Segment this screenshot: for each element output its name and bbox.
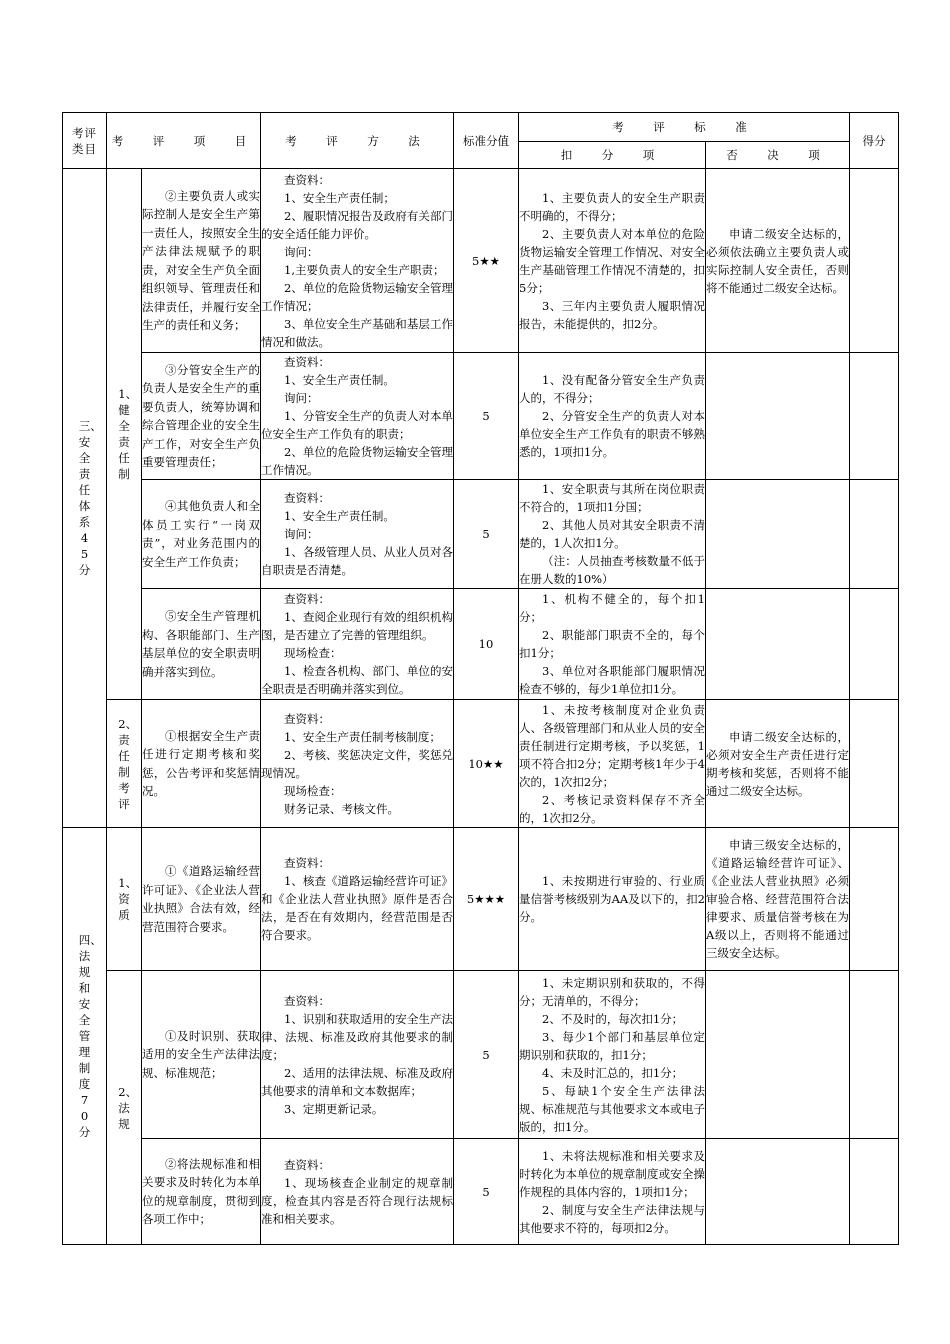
method-cell — [261, 169, 454, 353]
gained-cell — [850, 828, 899, 971]
score-cell: 5 — [454, 971, 519, 1139]
subgroup-label: 1、健全责任制 — [107, 169, 142, 700]
text-line: 2、分管安全生产的负责人对本单位安全生产工作负有的职责不够熟悉的，1项扣1分。 — [519, 409, 705, 459]
header-veto: 否 决 项 — [706, 142, 850, 169]
text-line: 2、单位的危险货物运输安全管理工作情况。 — [261, 445, 453, 477]
text-line: 3、每少1个部门和基层单位定期识别和获取的，扣1分； — [519, 1029, 705, 1062]
method-cell — [261, 971, 454, 1139]
gained-cell — [850, 169, 899, 353]
header-standard: 考 评 标 准 — [519, 113, 850, 142]
text-line: 1、安全职责与其所在岗位职责不符合的，1项扣1分国； — [519, 482, 705, 514]
text-line: 2、考核、奖惩决定文件，奖惩兑现情况。 — [261, 747, 453, 780]
score-cell: 5 — [454, 353, 519, 480]
text-line: 2、履职情况报告及政府有关部门的安全适任能力评价。 — [261, 208, 453, 241]
table-row — [63, 353, 899, 480]
text-line: 1、未按考核制度对企业负责人、各级管理部门和从业人员的安全责任制进行定期考核，予以奖惩，1项不符合扣2分；定期考核1年少于4次的，1次扣2分； — [519, 702, 705, 789]
deduct-cell — [519, 1139, 706, 1245]
text-line: 1、未按期进行审验的、行业质量信誉考核级别为AA及以下的，扣2分。 — [519, 874, 705, 924]
text-line: 询问： — [284, 527, 319, 541]
subgroup-label: 2、责任制考评 — [107, 700, 142, 828]
text-line: 2、单位的危险货物运输安全管理工作情况； — [261, 280, 453, 313]
deduct-cell — [519, 169, 706, 353]
text-line: 3、三年内主要负责人履职情况报告，未能提供的，扣2分。 — [519, 298, 705, 331]
text-line: 1、查阅企业现行有效的组织机构图，是否建立了完善的管理组织。 — [261, 610, 453, 642]
text-line: 1、主要负责人的安全生产职责不明确的，不得分； — [519, 190, 705, 223]
text-line: 1、未定期识别和获取的，不得分；无清单的，不得分； — [519, 975, 705, 1008]
text-line: 3、定期更新记录。 — [284, 1101, 384, 1116]
text-line: 1、检查各机构、部门、单位的安全职责是否明确并落实到位。 — [261, 664, 453, 696]
text-line: 现场检查： — [284, 783, 342, 798]
gained-cell — [850, 1139, 899, 1245]
text-line: 5、每缺1个安全生产法律法规、标准规范与其他要求文本或电子版的，扣1分。 — [519, 1083, 705, 1134]
method-cell — [261, 353, 454, 480]
veto-cell — [706, 971, 850, 1139]
veto-cell — [706, 589, 850, 700]
header-gained: 得分 — [850, 113, 899, 169]
text-line: 2、其他人员对其安全职责不清楚的，1人次扣1分。 — [519, 518, 705, 550]
header-category: 考评类目 — [63, 113, 107, 169]
deduct-cell — [519, 828, 706, 971]
item-cell: ①《道路运输经营许可证》、《企业法人营业执照》合法有效，经营范围符合要求。 — [142, 828, 261, 971]
text-line: （注：人员抽查考核数量不低于在册人数的10%） — [519, 554, 705, 586]
gained-cell — [850, 480, 899, 589]
score-cell: 5 — [454, 480, 519, 589]
veto-cell — [706, 480, 850, 589]
table-row — [63, 480, 899, 589]
method-cell — [261, 589, 454, 700]
veto-cell — [706, 353, 850, 480]
text-line: 查资料： — [284, 711, 330, 726]
item-cell: ③分管安全生产的负责人是安全生产的重要负责人，统筹协调和综合管理企业的安全生产工作，对安全生产负重要管理责任； — [142, 353, 261, 480]
header-score: 标准分值 — [454, 113, 519, 169]
text-line: 1、现场核查企业制定的规章制度，检查其内容是否符合现行法规标准和相关要求。 — [261, 1175, 453, 1226]
text-line: 3、单位安全生产基础和基层工作情况和做法。 — [261, 316, 453, 349]
subgroup-label: 1、资质 — [107, 828, 142, 971]
item-cell: ②将法规标准和相关要求及时转化为本单位的规章制度，贯彻到各项工作中； — [142, 1139, 261, 1245]
text-line: 1、各级管理人员、从业人员对各自职责是否清楚。 — [261, 545, 453, 577]
table-row — [63, 828, 899, 971]
deduct-cell — [519, 971, 706, 1139]
text-line: 1、分管安全生产的负责人对本单位安全生产工作负有的职责； — [261, 409, 453, 441]
method-cell — [261, 1139, 454, 1245]
text-line: 询问： — [284, 391, 319, 405]
header-method: 考 评 方 法 — [261, 113, 454, 169]
table-row — [63, 1139, 899, 1245]
text-line: 1、未将法规标准和相关要求及时转化为本单位的规章制度或安全操作规程的具体内容的，1项扣1分； — [519, 1148, 705, 1199]
evaluation-table — [62, 112, 899, 1245]
gained-cell — [850, 353, 899, 480]
table-row — [63, 589, 899, 700]
item-cell: ④其他负责人和全体员工实行“一岗双责”，对业务范围内的安全生产工作负责； — [142, 480, 261, 589]
method-cell — [261, 828, 454, 971]
gained-cell — [850, 589, 899, 700]
text-line: 查资料： — [284, 993, 330, 1008]
text-line: 1、核查《道路运输经营许可证》和《企业法人营业执照》原件是否合法，是否在有效期内，经营范围是否符合要求。 — [261, 874, 453, 942]
score-cell: 10★★ — [454, 700, 519, 828]
item-cell: ②主要负责人或实际控制人是安全生产第一责任人，按照安全生产法律法规赋予的职责，对安全生产负全面组织领导、管理责任和法律责任，并履行安全生产的责任和义务； — [142, 169, 261, 353]
item-cell: ①根据安全生产责任进行定期考核和奖惩，公告考评和奖惩情况。 — [142, 700, 261, 828]
veto-cell — [706, 1139, 850, 1245]
table-row — [63, 169, 899, 353]
deduct-cell — [519, 353, 706, 480]
text-line: 查资料： — [284, 856, 330, 870]
text-line: 1、安全生产责任制考核制度； — [284, 729, 441, 744]
veto-cell: 申请二级安全达标的，必须依法确立主要负责人或实际控制人安全责任，否则将不能通过二级安全达标。 — [706, 169, 850, 353]
method-cell — [261, 700, 454, 828]
text-line: 2、不及时的，每次扣1分； — [542, 1011, 684, 1026]
gained-cell — [850, 700, 899, 828]
text-line: 查资料： — [284, 1157, 330, 1172]
text-line: 3、单位对各职能部门履职情况检查不够的，每少1单位扣1分。 — [519, 664, 705, 696]
table-row — [63, 971, 899, 1139]
deduct-cell — [519, 589, 706, 700]
text-line: 2、职能部门职责不全的，每个扣1分； — [519, 628, 705, 660]
text-line: 2、主要负责人对本单位的危险货物运输安全管理工作情况、对安全生产基础管理工作情况不清楚的，扣5分； — [519, 226, 705, 295]
method-cell — [261, 480, 454, 589]
text-line: 1、安全生产责任制； — [284, 190, 395, 205]
text-line: 4、未及时汇总的，扣1分； — [542, 1065, 684, 1080]
header-item: 考 评 项 目 — [107, 113, 261, 169]
deduct-cell — [519, 700, 706, 828]
text-line: 2、考核记录资料保存不齐全的，1次扣2分。 — [519, 792, 705, 825]
text-line: 1、机构不健全的，每个扣1分； — [519, 592, 705, 624]
item-cell: ⑤安全生产管理机构、各职能部门、生产基层单位的安全职责明确并落实到位。 — [142, 589, 261, 700]
text-line: 1、安全生产责任制。 — [284, 509, 395, 523]
category-label: 四、法规和安全管理制度70分 — [63, 828, 107, 1245]
text-line: 查资料： — [284, 592, 330, 606]
gained-cell — [850, 971, 899, 1139]
text-line: 查资料： — [284, 491, 330, 505]
veto-cell: 申请三级安全达标的，《道路运输经营许可证》、《企业法人营业执照》必须审验合格、经营范围符合法律要求、质量信誉考核在为A级以上，否则将不能通过三级安全达标。 — [706, 828, 850, 971]
deduct-cell — [519, 480, 706, 589]
table-row — [63, 700, 899, 828]
text-line: 1,主要负责人的安全生产职责； — [284, 262, 445, 277]
text-line: 2、适用的法律法规、标准及政府其他要求的清单和文本数据库； — [261, 1065, 453, 1098]
text-line: 2、制度与安全生产法律法规与其他要求不符的，每项扣2分。 — [519, 1202, 705, 1235]
text-line: 1、没有配备分管安全生产负责人的，不得分； — [519, 373, 705, 405]
header-deduct: 扣 分 项 — [519, 142, 706, 169]
subgroup-label: 2、法规 — [107, 971, 142, 1245]
veto-cell: 申请二级安全达标的，必须对安全生产责任进行定期考核和奖惩，否则将不能通过二级安全达标。 — [706, 700, 850, 828]
text-line: 查资料： — [284, 172, 330, 187]
text-line: 询问： — [284, 244, 319, 259]
score-cell: 5★★★ — [454, 828, 519, 971]
text-line: 财务记录、考核文件。 — [284, 801, 399, 816]
text-line: 查资料： — [284, 355, 330, 369]
score-cell: 5 — [454, 1139, 519, 1245]
text-line: 1、安全生产责任制。 — [284, 373, 395, 387]
text-line: 1、识别和获取适用的安全生产法律、法规、标准及政府其他要求的制度； — [261, 1011, 453, 1062]
text-line: 现场检查： — [284, 646, 342, 660]
item-cell: ①及时识别、获取适用的安全生产法律法规、标准规范； — [142, 971, 261, 1139]
category-label: 三、安全责任体系45分 — [63, 169, 107, 828]
score-cell: 10 — [454, 589, 519, 700]
score-cell: 5★★ — [454, 169, 519, 353]
